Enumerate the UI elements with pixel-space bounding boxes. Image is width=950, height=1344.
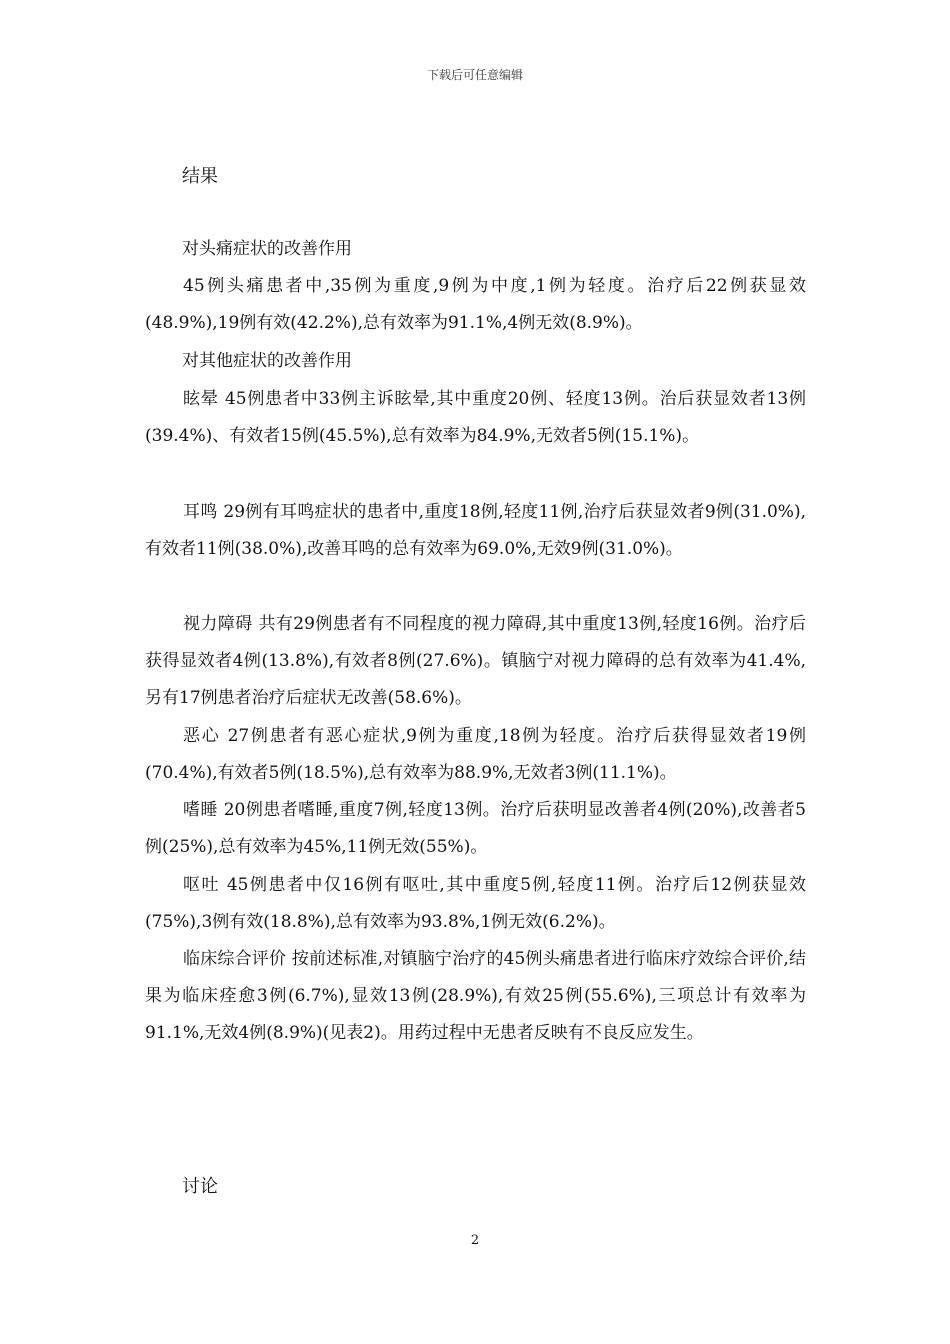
other-symptoms-subheading: 对其他症状的改善作用	[182, 351, 352, 371]
drowsiness-paragraph: 嗜睡 20例患者嗜睡,重度7例,轻度13例。治疗后获明显改善者4例(20%),改善者5例(25%),总有效率为45%,11例无效(55%)。	[145, 800, 806, 857]
discussion-heading: 讨论	[182, 1176, 218, 1197]
headache-paragraph: 45例头痛患者中,35例为重度,9例为中度,1例为轻度。治疗后22例获显效(48.9%),19例有效(42.2%),总有效率为91.1%,4例无效(8.9%)。	[145, 276, 806, 333]
vision-impairment-paragraph: 视力障碍 共有29例患者有不同程度的视力障碍,其中重度13例,轻度16例。治疗后获得显效者4例(13.8%),有效者8例(27.6%)。镇脑宁对视力障碍的总有效率为41.4%,另有17例患者治疗后症状无改善(58.6%)。	[145, 614, 806, 708]
page-header-note: 下载后可任意编辑	[426, 68, 523, 82]
clinical-evaluation-paragraph: 临床综合评价 按前述标准,对镇脑宁治疗的45例头痛患者进行临床疗效综合评价,结果为临床痊愈3例(6.7%),显效13例(28.9%),有效25例(55.6%),三项总计有效率为91.1%,无效4例(8.9%)(见表2)。用药过程中无患者反映有不良反应发生。	[145, 949, 806, 1043]
results-heading: 结果	[182, 166, 218, 187]
nausea-paragraph: 恶心 27例患者有恶心症状,9例为重度,18例为轻度。治疗后获得显效者19例(70.4%),有效者5例(18.5%),总有效率为88.9%,无效者3例(11.1%)。	[145, 726, 806, 783]
dizziness-paragraph: 眩晕 45例患者中33例主诉眩晕,其中重度20例、轻度13例。治后获显效者13例(39.4%)、有效者15例(45.5%),总有效率为84.9%,无效者5例(15.1%)。	[145, 389, 806, 446]
headache-subheading: 对头痛症状的改善作用	[182, 239, 352, 259]
vomiting-paragraph: 呕吐 45例患者中仅16例有呕吐,其中重度5例,轻度11例。治疗后12例获显效(75%),3例有效(18.8%),总有效率为93.8%,1例无效(6.2%)。	[145, 875, 806, 932]
page-number: 2	[470, 1233, 480, 1248]
tinnitus-paragraph: 耳鸣 29例有耳鸣症状的患者中,重度18例,轻度11例,治疗后获显效者9例(31.0%),有效者11例(38.0%),改善耳鸣的总有效率为69.0%,无效9例(31.0%)。	[145, 502, 806, 559]
